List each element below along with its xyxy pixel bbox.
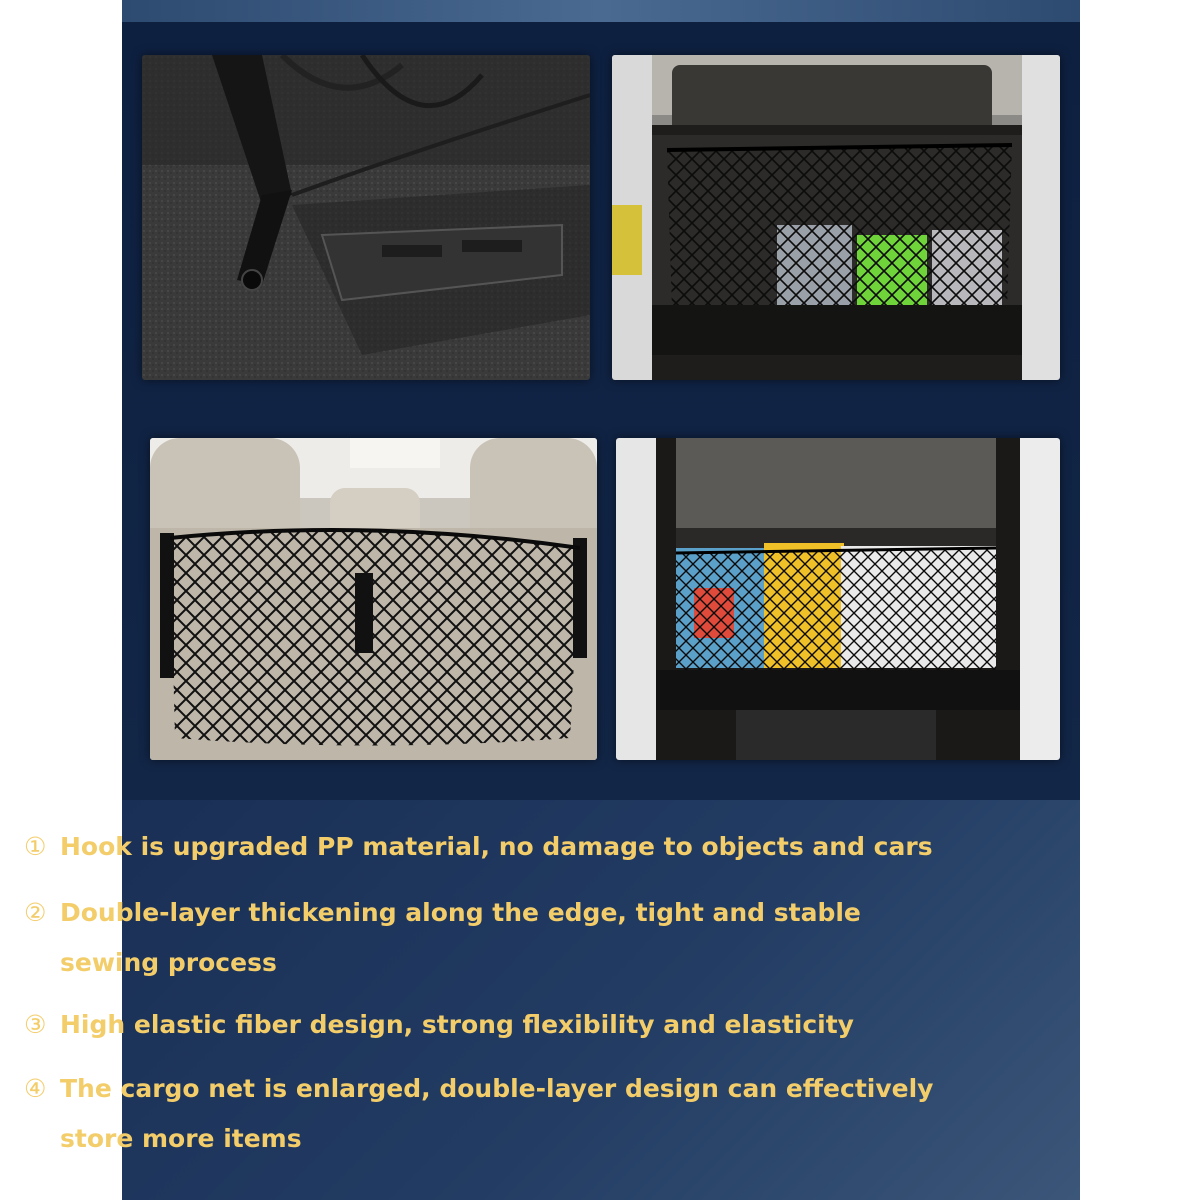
feature-text: High elastic fiber design, strong flexibility and elasticity	[60, 1010, 854, 1039]
feature-text: Hook is upgraded PP material, no damage to objects and cars	[60, 832, 933, 861]
photo-seatback-envelope-net	[150, 438, 597, 760]
photo-hook-closeup	[142, 55, 590, 380]
feature-item-1	[24, 822, 949, 872]
feature-item-4	[24, 1064, 949, 1164]
feature-item-3	[24, 1000, 949, 1050]
feature-number: ①	[24, 832, 47, 861]
feature-text: The cargo net is enlarged, double-layer design can effectively store more items	[60, 1074, 934, 1153]
feature-number: ②	[24, 898, 47, 927]
top-band	[122, 0, 1080, 22]
feature-number: ③	[24, 1010, 47, 1039]
feature-text: Double-layer thickening along the edge, tight and stable sewing process	[60, 898, 861, 977]
photo-trunk-floor-net	[616, 438, 1060, 760]
feature-number: ④	[24, 1074, 47, 1103]
photo-trunk-seatback-net	[612, 55, 1060, 380]
feature-item-2	[24, 888, 949, 988]
